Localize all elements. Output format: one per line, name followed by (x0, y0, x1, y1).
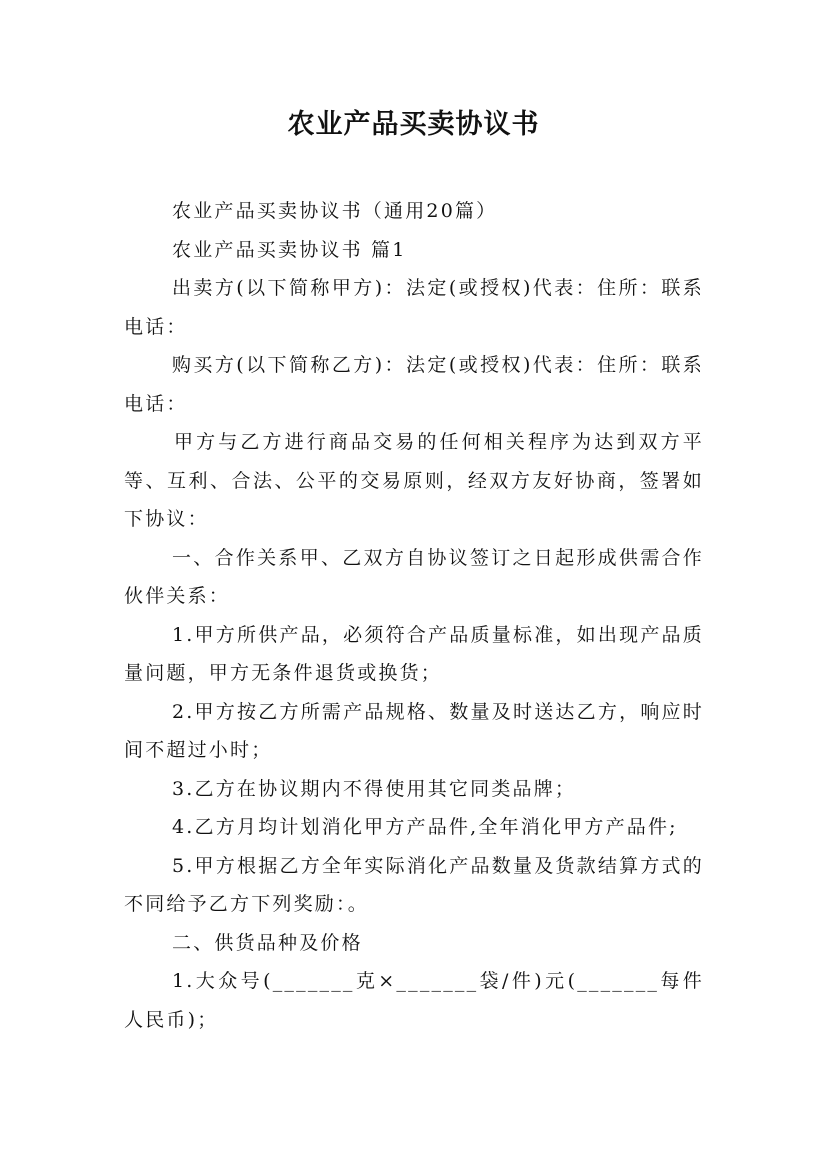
document-title: 农业产品买卖协议书 (287, 109, 540, 140)
clause-item-5: 5.甲方根据乙方全年实际消化产品数量及货款结算方式的不同给予乙方下列奖励：。 (124, 854, 704, 915)
clause-item-3: 3.乙方在协议期内不得使用其它同类品牌； (172, 777, 577, 800)
supply-item-1: 1.大众号(_______克×_______袋/件)元(_______每件人民币)； (124, 970, 704, 1031)
clause-cooperation: 一、合作关系甲、乙双方自协议签订之日起形成供需合作伙伴关系： (124, 546, 704, 607)
clause-item-1: 1.甲方所供产品，必须符合产品质量标准，如出现产品质量问题，甲方无条件退货或换货； (124, 623, 704, 684)
document-body (124, 192, 704, 1039)
seller-info-paragraph: 出卖方(以下简称甲方)：法定(或授权)代表：住所：联系电话： (124, 277, 704, 338)
subtitle-paragraph: 农业产品买卖协议书（通用20篇） (172, 200, 498, 222)
section-heading: 农业产品买卖协议书 篇1 (172, 238, 407, 261)
clause-item-4: 4.乙方月均计划消化甲方产品件,全年消化甲方产品件; (172, 816, 678, 838)
clause-item-2: 2.甲方按乙方所需产品规格、数量及时送达乙方，响应时间不超过小时； (124, 700, 704, 761)
intro-paragraph: 甲方与乙方进行商品交易的任何相关程序为达到双方平等、互利、合法、公平的交易原则，经双方友好协商，签署如下协议： (124, 431, 704, 530)
buyer-info-paragraph: 购买方(以下简称乙方)：法定(或授权)代表：住所：联系电话： (124, 354, 704, 415)
clause-supply-heading: 二、供货品种及价格 (172, 931, 363, 954)
